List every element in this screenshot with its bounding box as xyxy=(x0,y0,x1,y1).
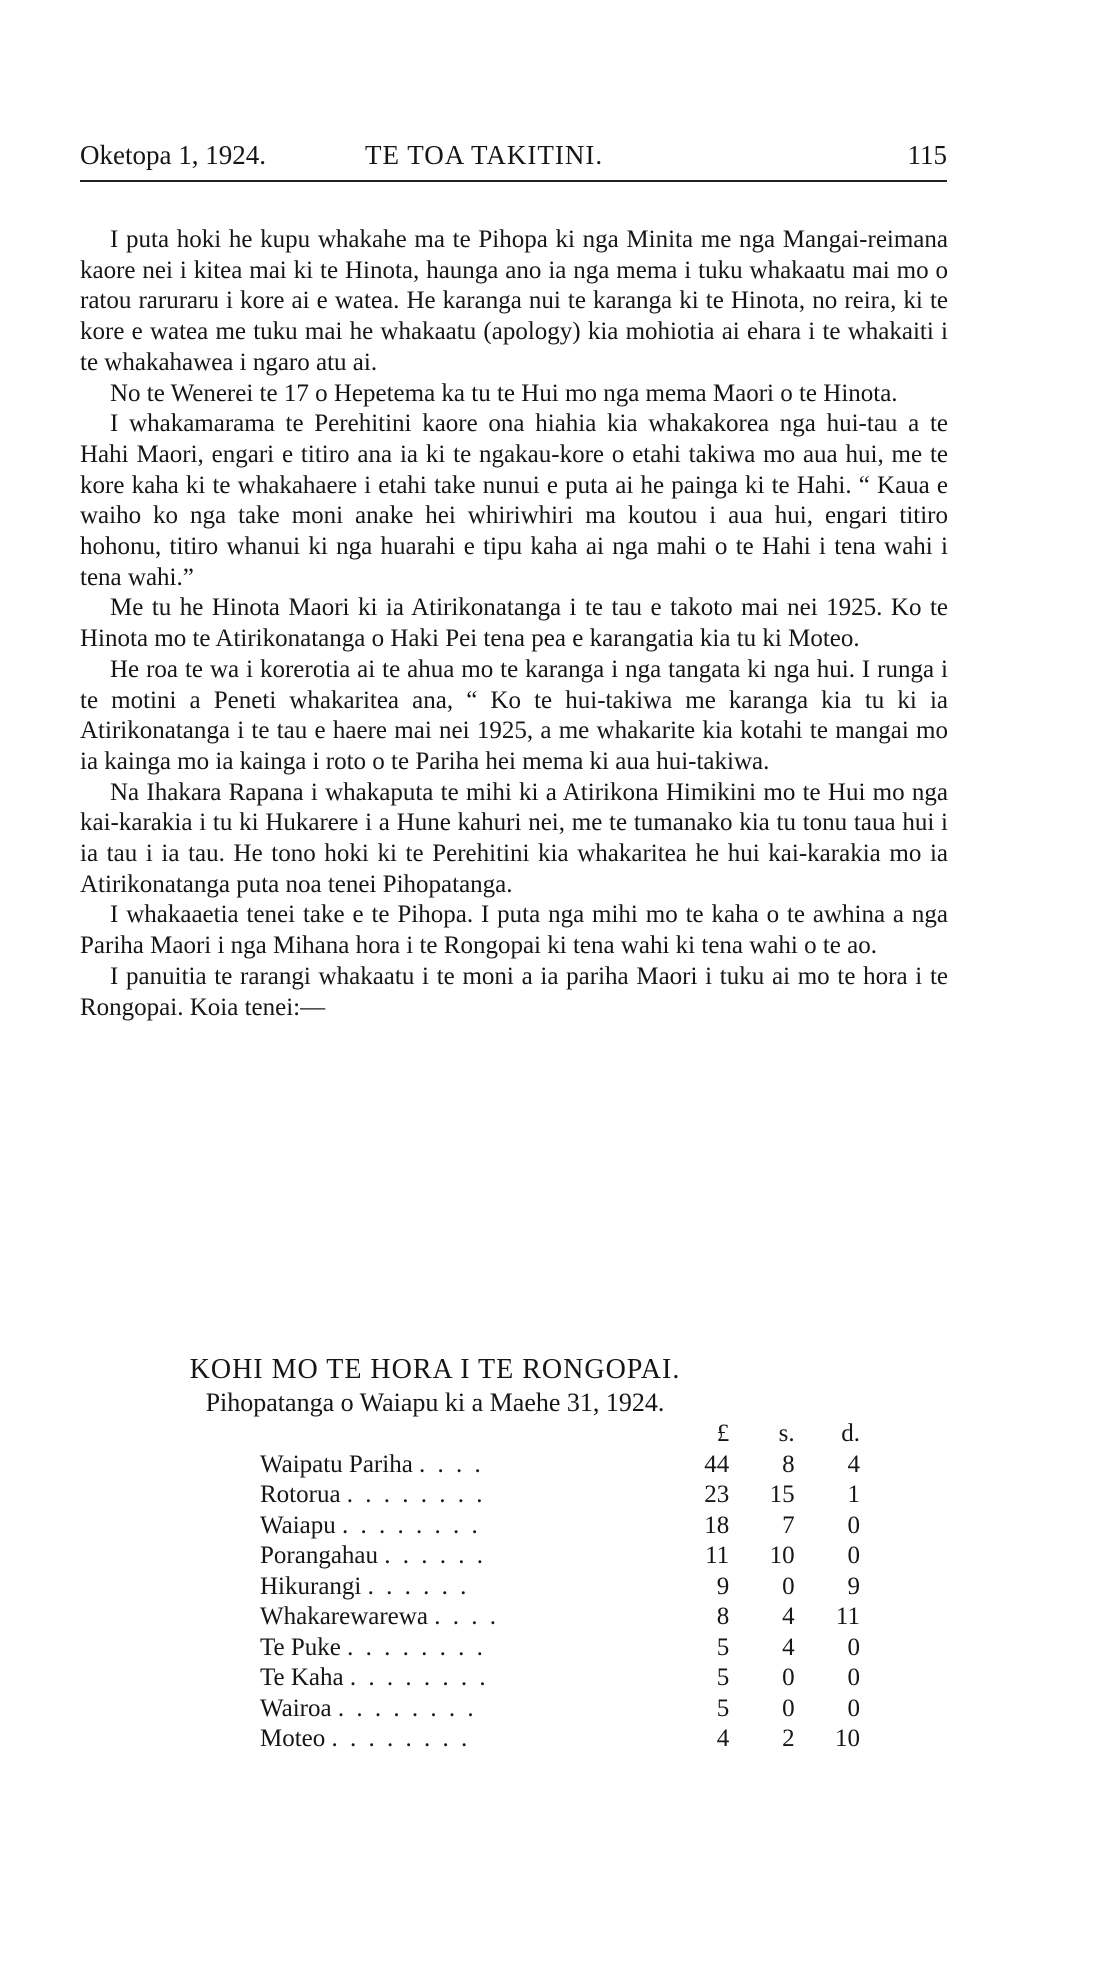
shillings-cell: 0 xyxy=(782,1694,795,1722)
pence-cell: 0 xyxy=(847,1542,860,1569)
pence-cell: 1 xyxy=(847,1481,860,1508)
parish-name xyxy=(260,1663,661,1694)
parish-name xyxy=(260,1724,661,1755)
shillings-cell: 10 xyxy=(769,1542,795,1569)
parish-label: Te Puke xyxy=(260,1633,341,1661)
pounds-cell: 23 xyxy=(704,1481,730,1508)
shillings-cell: 15 xyxy=(769,1481,795,1508)
table-row xyxy=(260,1633,860,1664)
pence-cell: 0 xyxy=(847,1694,860,1722)
pounds-cell: 9 xyxy=(716,1572,730,1600)
parish-name xyxy=(260,1511,661,1542)
parish-label: Hikurangi xyxy=(260,1572,362,1600)
pence-cell: 4 xyxy=(847,1450,860,1478)
table-title: KOHI MO TE HORA I TE RONGOPAI. xyxy=(189,1354,681,1385)
paragraph: Na Ihakara Rapana i whakaputa te mihi ki a Atirikona Himikini mo te Hui mo nga kai-karakia i tu ki Hukarere i a Hune kahuri nei, me te tumanako kia tu tonu taua hui i ia tau i ia tau. He tono hoki ki te Perehitini kia whakaritea he hui kai-karakia mo ia Atirikonatanga puta noa tenei Pihopatanga. xyxy=(80,778,948,898)
dot-leader: . . . . . . . . xyxy=(346,1481,486,1508)
shillings-cell: 7 xyxy=(782,1511,795,1539)
parish-label: Waipatu Pariha xyxy=(260,1450,413,1478)
dot-leader: . . . . . . . . xyxy=(337,1694,477,1722)
shillings-cell: 8 xyxy=(782,1450,795,1478)
parish-name xyxy=(260,1480,661,1511)
dot-leader: . . . . . . . . xyxy=(349,1664,489,1691)
pounds-cell: 11 xyxy=(705,1542,730,1569)
publication-title: TE TOA TAKITINI. xyxy=(365,140,604,170)
pounds-column-header: £ xyxy=(716,1420,730,1447)
pounds-cell: 5 xyxy=(716,1664,730,1691)
pence-cell: 10 xyxy=(835,1725,860,1752)
parish-label: Moteo xyxy=(260,1725,326,1752)
page-header xyxy=(80,140,947,182)
parish-label: Whakarewarewa xyxy=(260,1603,428,1630)
dot-leader: . . . . . . . . xyxy=(341,1511,481,1539)
paragraph: No te Wenerei te 17 o Hepetema ka tu te Hui mo nga mema Maori o te Hinota. xyxy=(110,379,898,407)
collection-table xyxy=(260,1419,860,1755)
shillings-cell: 0 xyxy=(782,1664,795,1691)
collection-table-section xyxy=(80,1353,948,1752)
parish-label: Porangahau xyxy=(260,1542,379,1569)
parish-name xyxy=(260,1541,661,1572)
dot-leader: . . . . . . xyxy=(367,1572,470,1600)
paragraph: I whakamarama te Perehitini kaore ona hiahia kia whakakorea nga hui-tau a te Hahi Maori, engari e titiro ana ia ki te ngakau-kore o etahi takiwa mo aua hui, me te kore kaha ki te whakahaere i etahi take nunui e puta ai he painga ki te Hahi. “ Kaua e waiho ko nga take moni anake hei whiriwhiri ma koutou i aua hui, engari titiro hohonu, titiro whanui ki nga huarahi e tipu kaha ai nga mahi o te Hahi i tena wahi i tena wahi.” xyxy=(80,410,948,591)
parish-name xyxy=(260,1572,661,1603)
dot-leader: . . . . . . . . xyxy=(347,1633,486,1661)
pounds-cell: 4 xyxy=(716,1725,730,1752)
table-row xyxy=(260,1572,860,1603)
parish-name xyxy=(260,1694,661,1725)
pounds-cell: 5 xyxy=(716,1694,730,1722)
shillings-column-header: s. xyxy=(778,1420,795,1447)
table-row xyxy=(260,1480,860,1511)
parish-name xyxy=(260,1450,661,1481)
dot-leader: . . . . . . . . xyxy=(331,1725,471,1752)
parish-label: Rotorua xyxy=(260,1481,341,1508)
parish-label: Waiapu xyxy=(260,1511,336,1539)
pence-cell: 0 xyxy=(847,1664,860,1691)
shillings-cell: 4 xyxy=(782,1603,795,1630)
parish-name xyxy=(260,1633,661,1664)
table-row xyxy=(260,1663,860,1694)
table-header-row xyxy=(260,1419,860,1450)
pence-column-header: d. xyxy=(841,1420,860,1447)
paragraph: I whakaaetia tenei take e te Pihopa. I puta nga mihi mo te kaha o te awhina a nga Pariha Maori i nga Mihana hora i te Rongopai ki tena wahi ki tena wahi o te ao. xyxy=(80,901,948,960)
table-row xyxy=(260,1541,860,1572)
paragraph: Me tu he Hinota Maori ki ia Atirikonatanga i te tau e takoto mai nei 1925. Ko te Hinota mo te Atirikonatanga o Haki Pei tena pea e karangatia kia tu ki Moteo. xyxy=(80,594,948,653)
dot-leader: . . . . xyxy=(419,1450,484,1478)
table-row xyxy=(260,1450,860,1481)
pounds-cell: 5 xyxy=(716,1633,730,1661)
pounds-cell: 8 xyxy=(716,1603,730,1630)
parish-label: Wairoa xyxy=(260,1694,332,1722)
table-row xyxy=(260,1724,860,1755)
pounds-cell: 44 xyxy=(704,1450,730,1478)
shillings-cell: 0 xyxy=(782,1572,795,1600)
pence-cell: 11 xyxy=(835,1603,860,1630)
paragraph: He roa te wa i korerotia ai te ahua mo te karanga i nga tangata ki nga hui. I runga i te motini a Peneti whakaritea ana, “ Ko te hui-takiwa me karanga kia tu ki ia Atirikonatanga i te tau e haere mai nei 1925, a me whakarite kia kotahi te mangai mo ia kainga mo ia kainga i roto o te Pariha hei mema ki aua hui-takiwa. xyxy=(80,655,948,775)
article-body xyxy=(80,225,948,1023)
parish-name xyxy=(260,1602,661,1633)
table-row xyxy=(260,1511,860,1542)
page-number: 115 xyxy=(907,140,947,170)
header-date: Oketopa 1, 1924. xyxy=(80,140,266,170)
shillings-cell: 4 xyxy=(782,1633,795,1661)
dot-leader: . . . . . . xyxy=(384,1542,487,1569)
paragraph: I panuitia te rarangi whakaatu i te moni a ia pariha Maori i tuku ai mo te hora i te Rongopai. Koia tenei:— xyxy=(80,962,948,1021)
table-subtitle: Pihopatanga o Waiapu ki a Maehe 31, 1924. xyxy=(205,1388,665,1417)
shillings-cell: 2 xyxy=(782,1725,795,1752)
pence-cell: 0 xyxy=(847,1511,860,1539)
dot-leader: . . . . xyxy=(434,1603,499,1630)
parish-label: Te Kaha xyxy=(260,1664,344,1691)
table-row xyxy=(260,1694,860,1725)
table-row xyxy=(260,1602,860,1633)
pence-cell: 9 xyxy=(847,1572,860,1600)
pence-cell: 0 xyxy=(847,1633,860,1661)
pounds-cell: 18 xyxy=(704,1511,730,1539)
paragraph: I puta hoki he kupu whakahe ma te Pihopa ki nga Minita me nga Mangai-reimana kaore nei i kitea mai ki te Hinota, haunga ano ia nga mema i tuku whakaatu mai mo o ratou raruraru i kore ai e watea. He karanga nui te karanga ki te Hinota, no reira, ki te kore e watea me tuku mai he whakaatu (apology) kia mohiotia ai ehara i te whakaiti i te whakahawea i ngaro atu ai. xyxy=(80,226,948,376)
parish-column-header xyxy=(260,1419,661,1450)
